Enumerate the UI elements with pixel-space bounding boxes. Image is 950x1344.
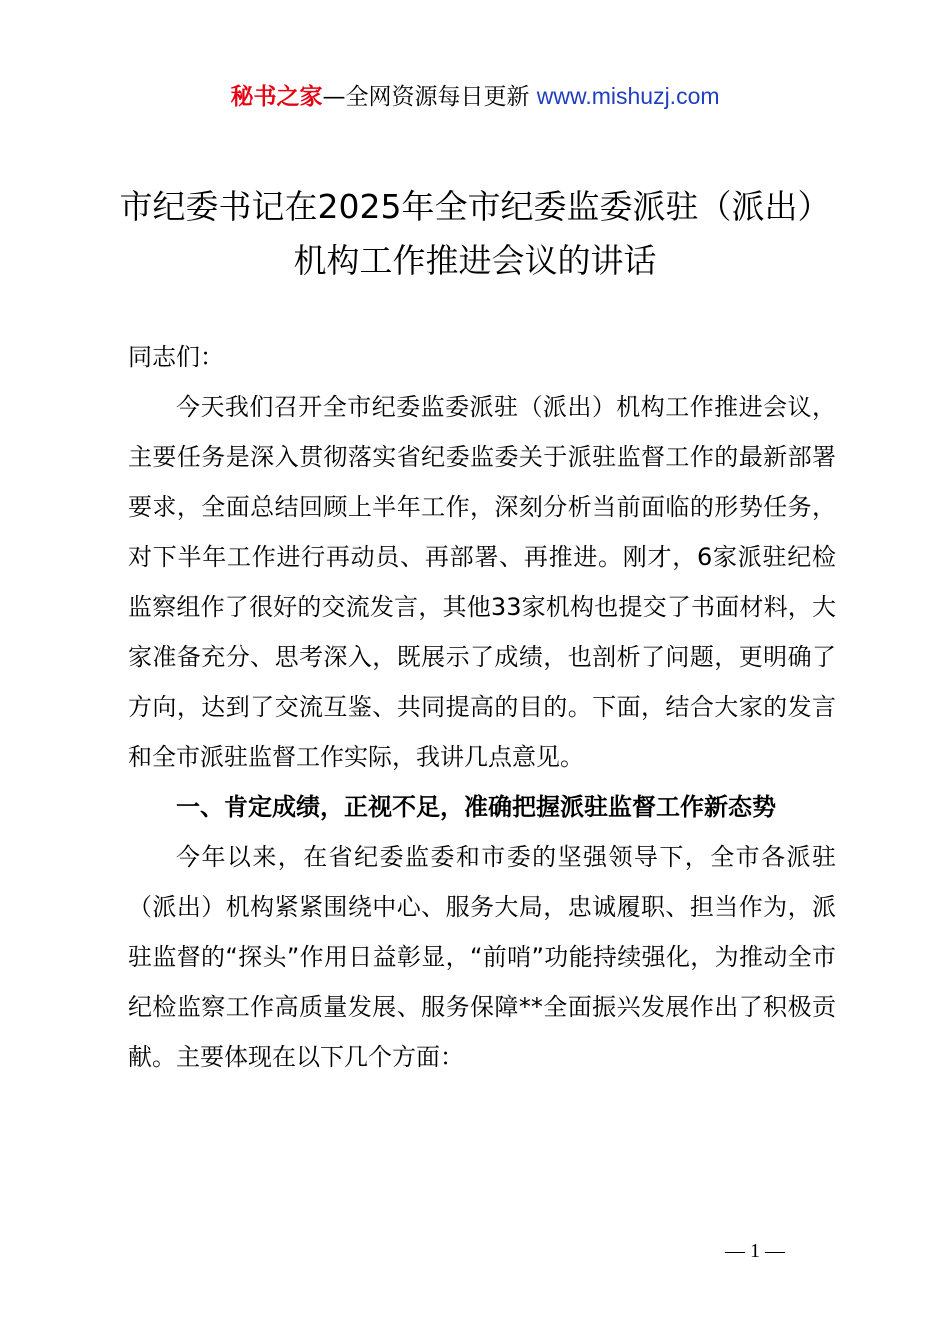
brand-name: 秘书之家	[230, 84, 323, 110]
intro-paragraph: 今天我们召开全市纪委监委派驻（派出）机构工作推进会议，主要任务是深入贯彻落实省纪委监委关于派驻监督工作的最新部署要求，全面总结回顾上半年工作，深刻分析当前面临的形势任务，对下半年工作进行再动员、再部署、再推进。刚才，6家派驻纪检监察组作了很好的交流发言，其他33家机构也提交了书面材料，大家准备充分、思考深入，既展示了成绩，也剖析了问题，更明确了方向，达到了交流互鉴、共同提高的目的。下面，结合大家的发言和全市派驻监督工作实际，我讲几点意见。	[128, 393, 836, 771]
document-body	[128, 332, 836, 1082]
section-paragraph: 今年以来，在省纪委监委和市委的坚强领导下，全市各派驻（派出）机构紧紧围绕中心、服务大局，忠诚履职、担当作为，派驻监督的“探头”作用日益彰显，“前哨”功能持续强化，为推动全市纪检监察工作高质量发展、服务保障**全面振兴发展作出了积极贡献。主要体现在以下几个方面：	[128, 843, 836, 1071]
page-number: — 1 —	[725, 1240, 785, 1262]
site-banner	[0, 78, 950, 115]
site-url-link[interactable]: www.mishuzj.com	[536, 83, 720, 109]
salutation: 同志们：	[128, 343, 224, 371]
banner-tagline: —全网资源每日更新	[322, 84, 537, 110]
document-title: 市纪委书记在2025年全市纪委监委派驻（派出）机构工作推进会议的讲话	[119, 187, 831, 280]
section-heading: 一、肯定成绩，正视不足，准确把握派驻监督工作新态势	[176, 793, 776, 821]
